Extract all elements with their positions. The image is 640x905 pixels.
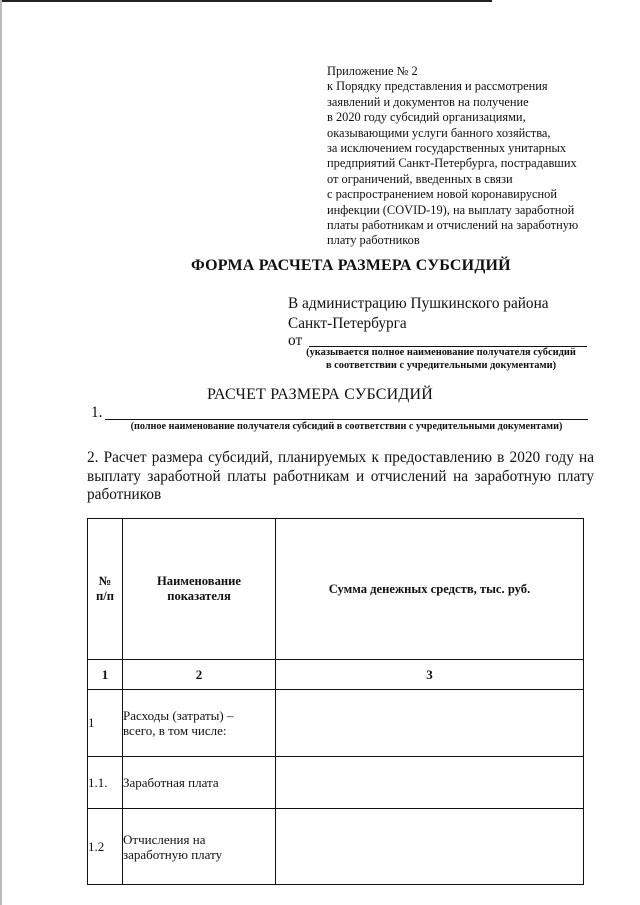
page-left-edge (0, 0, 2, 905)
paragraph-2: 2. Расчет размера субсидий, планируемых к предоставлению в 2020 году на выплату заработной платы работникам и отчислений на заработную плату работников (87, 449, 594, 503)
row-label (123, 690, 276, 757)
addressee-block (288, 294, 549, 333)
column-number: 1 (88, 660, 123, 690)
appendix-line: предприятий Санкт-Петербурга, пострадавших (327, 156, 577, 171)
from-hint-line: в соответствии с учредительными документами) (325, 360, 557, 371)
header-indicator (123, 519, 276, 660)
row-amount-cell[interactable] (276, 757, 584, 809)
appendix-line: за исключением государственных унитарных (327, 141, 567, 156)
table-row (88, 809, 584, 885)
header-indicator-line: Наименование (157, 574, 241, 588)
recipient-name-hint: (полное наименование получателя субсидий в соответствии с учредительными документами) (130, 421, 563, 432)
row-label (123, 809, 276, 885)
appendix-line: Приложение № 2 (327, 64, 418, 78)
table-header-row (88, 519, 584, 660)
column-number-row (88, 660, 584, 690)
appendix-line: заявлений и документов на получение (327, 94, 529, 109)
appendix-line: инфекции (COVID-19), на выплату заработной (327, 202, 575, 217)
appendix-line: плату работников (327, 233, 420, 248)
header-indicator-line: показателя (167, 589, 231, 603)
row-label-line: Отчисления на (123, 831, 206, 847)
recipient-name-fill-line[interactable] (105, 419, 588, 420)
header-number (88, 519, 123, 660)
appendix-line: к Порядку представления и рассмотрения (327, 79, 548, 94)
appendix-line: с распространением новой коронавирусной (327, 187, 558, 202)
table-row (88, 757, 584, 809)
appendix-line: платы работникам и отчислений на заработную (327, 218, 579, 233)
column-number: 3 (276, 660, 584, 690)
page-top-rule (0, 0, 492, 2)
row-number: 1.1. (88, 757, 123, 809)
row-label-line: заработную плату (123, 846, 223, 862)
row-amount-cell[interactable] (276, 809, 584, 885)
addressee-line: В администрацию Пушкинского района (288, 295, 549, 312)
table-row (88, 690, 584, 757)
header-number-line: № (98, 574, 112, 588)
header-number-line: п/п (95, 589, 114, 603)
column-number: 2 (123, 660, 276, 690)
row-number: 1 (88, 690, 123, 757)
appendix-line: от ограничений, введенных в связи (327, 171, 513, 186)
appendix-line: в 2020 году субсидий организациями, (327, 110, 526, 125)
appendix-note (327, 64, 607, 249)
row-label (123, 757, 276, 809)
form-title: ФОРМА РАСЧЕТА РАЗМЕРА СУБСИДИЙ (191, 257, 511, 274)
calc-title: РАСЧЕТ РАЗМЕРА СУБСИДИЙ (207, 386, 433, 403)
calculation-table (87, 518, 584, 885)
row-number: 1.2 (88, 809, 123, 885)
row-amount-cell[interactable] (276, 690, 584, 757)
row-label-line: Расходы (затраты) – (123, 708, 234, 723)
item1-number: 1. (91, 404, 103, 421)
from-hint-line: (указывается полное наименование получателя субсидий (306, 347, 576, 358)
row-label-line: всего, в том числе: (123, 723, 227, 738)
row-label-line: Заработная плата (123, 775, 219, 790)
addressee-line: Санкт-Петербурга (288, 314, 407, 332)
from-hint (291, 346, 591, 372)
header-amount: Сумма денежных средств, тыс. руб. (276, 519, 584, 660)
from-label: от (288, 332, 303, 349)
appendix-line: оказывающими услуги банного хозяйства, (327, 125, 551, 140)
